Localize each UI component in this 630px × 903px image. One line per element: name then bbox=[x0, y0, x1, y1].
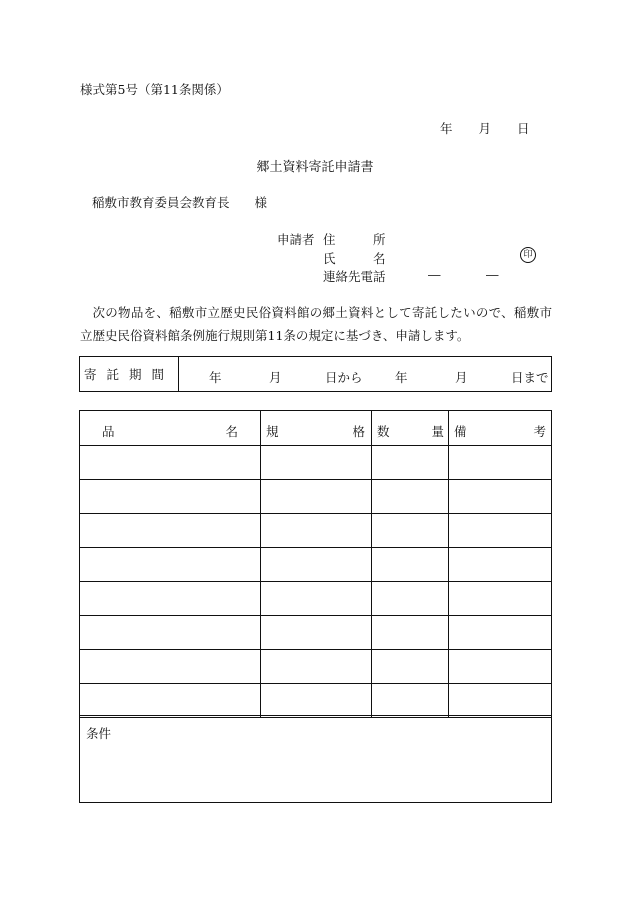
item-remarks-cell[interactable] bbox=[449, 616, 552, 650]
phone-field-label: 連絡先電話 bbox=[323, 269, 386, 284]
table-row bbox=[80, 514, 552, 548]
deposit-period-label: 寄託期間 bbox=[80, 357, 179, 392]
item-name-cell[interactable] bbox=[80, 582, 261, 616]
period-start-year: 年 bbox=[209, 370, 222, 385]
document-title: 郷土資料寄託申請書 bbox=[256, 160, 374, 175]
header-spec: 規 格 bbox=[261, 411, 372, 446]
table-row bbox=[80, 582, 552, 616]
header-item-name: 品 名 bbox=[80, 411, 261, 446]
table-row bbox=[80, 616, 552, 650]
item-spec-cell[interactable] bbox=[261, 616, 372, 650]
item-name-cell[interactable] bbox=[80, 548, 261, 582]
item-quantity-cell[interactable] bbox=[372, 650, 449, 684]
table-row bbox=[80, 684, 552, 718]
item-quantity-cell[interactable] bbox=[372, 446, 449, 480]
period-end-day: 日まで bbox=[511, 370, 549, 385]
table-row bbox=[80, 446, 552, 480]
deposit-period-field[interactable] bbox=[179, 357, 552, 392]
item-spec-cell[interactable] bbox=[261, 514, 372, 548]
form-number-label: 様式第5号（第11条関係） bbox=[80, 82, 229, 97]
item-name-cell[interactable] bbox=[80, 650, 261, 684]
item-quantity-cell[interactable] bbox=[372, 684, 449, 718]
conditions-table bbox=[79, 715, 552, 803]
item-quantity-cell[interactable] bbox=[372, 514, 449, 548]
period-start-day: 日から bbox=[325, 370, 363, 385]
item-quantity-cell[interactable] bbox=[372, 480, 449, 514]
item-spec-cell[interactable] bbox=[261, 480, 372, 514]
item-remarks-cell[interactable] bbox=[449, 548, 552, 582]
item-name-cell[interactable] bbox=[80, 446, 261, 480]
item-spec-cell[interactable] bbox=[261, 582, 372, 616]
item-name-cell[interactable] bbox=[80, 480, 261, 514]
item-remarks-cell[interactable] bbox=[449, 650, 552, 684]
date-year-label: 年 bbox=[440, 121, 453, 136]
conditions-label: 条件 bbox=[86, 726, 112, 741]
item-remarks-cell[interactable] bbox=[449, 480, 552, 514]
seal-mark: 印 bbox=[520, 247, 536, 263]
table-row bbox=[80, 548, 552, 582]
name-field-label: 氏 名 bbox=[323, 251, 386, 266]
date-month-label: 月 bbox=[478, 121, 492, 136]
header-quantity: 数 量 bbox=[372, 411, 449, 446]
date-day-label: 日 bbox=[517, 121, 530, 136]
addressee: 稲敷市教育委員会教育長 様 bbox=[92, 195, 268, 210]
item-quantity-cell[interactable] bbox=[372, 582, 449, 616]
item-remarks-cell[interactable] bbox=[449, 446, 552, 480]
item-spec-cell[interactable] bbox=[261, 684, 372, 718]
header-remarks: 備 考 bbox=[449, 411, 552, 446]
application-date bbox=[440, 119, 530, 137]
applicant-label: 申請者 bbox=[277, 232, 315, 247]
phone-dash: ― bbox=[486, 267, 499, 282]
application-statement: 次の物品を、稲敷市立歴史民俗資料館の郷土資料として寄託したいので、稲敷市立歴史民俗資料館条例施行規則第11条の規定に基づき、申請します。 bbox=[80, 305, 552, 343]
period-end-year: 年 bbox=[395, 370, 408, 385]
items-table bbox=[79, 410, 552, 718]
item-name-cell[interactable] bbox=[80, 514, 261, 548]
item-spec-cell[interactable] bbox=[261, 548, 372, 582]
address-field-label: 住 所 bbox=[323, 232, 386, 247]
item-remarks-cell[interactable] bbox=[449, 514, 552, 548]
period-start-month: 月 bbox=[269, 370, 282, 385]
phone-dash: ― bbox=[428, 267, 441, 282]
item-spec-cell[interactable] bbox=[261, 650, 372, 684]
item-quantity-cell[interactable] bbox=[372, 616, 449, 650]
item-spec-cell[interactable] bbox=[261, 446, 372, 480]
item-name-cell[interactable] bbox=[80, 616, 261, 650]
items-header-row bbox=[80, 411, 552, 446]
conditions-field[interactable] bbox=[80, 716, 552, 803]
item-name-cell[interactable] bbox=[80, 684, 261, 718]
item-remarks-cell[interactable] bbox=[449, 684, 552, 718]
table-row bbox=[80, 480, 552, 514]
item-quantity-cell[interactable] bbox=[372, 548, 449, 582]
item-remarks-cell[interactable] bbox=[449, 582, 552, 616]
table-row bbox=[80, 650, 552, 684]
period-end-month: 月 bbox=[455, 370, 468, 385]
deposit-period-table bbox=[79, 356, 552, 392]
